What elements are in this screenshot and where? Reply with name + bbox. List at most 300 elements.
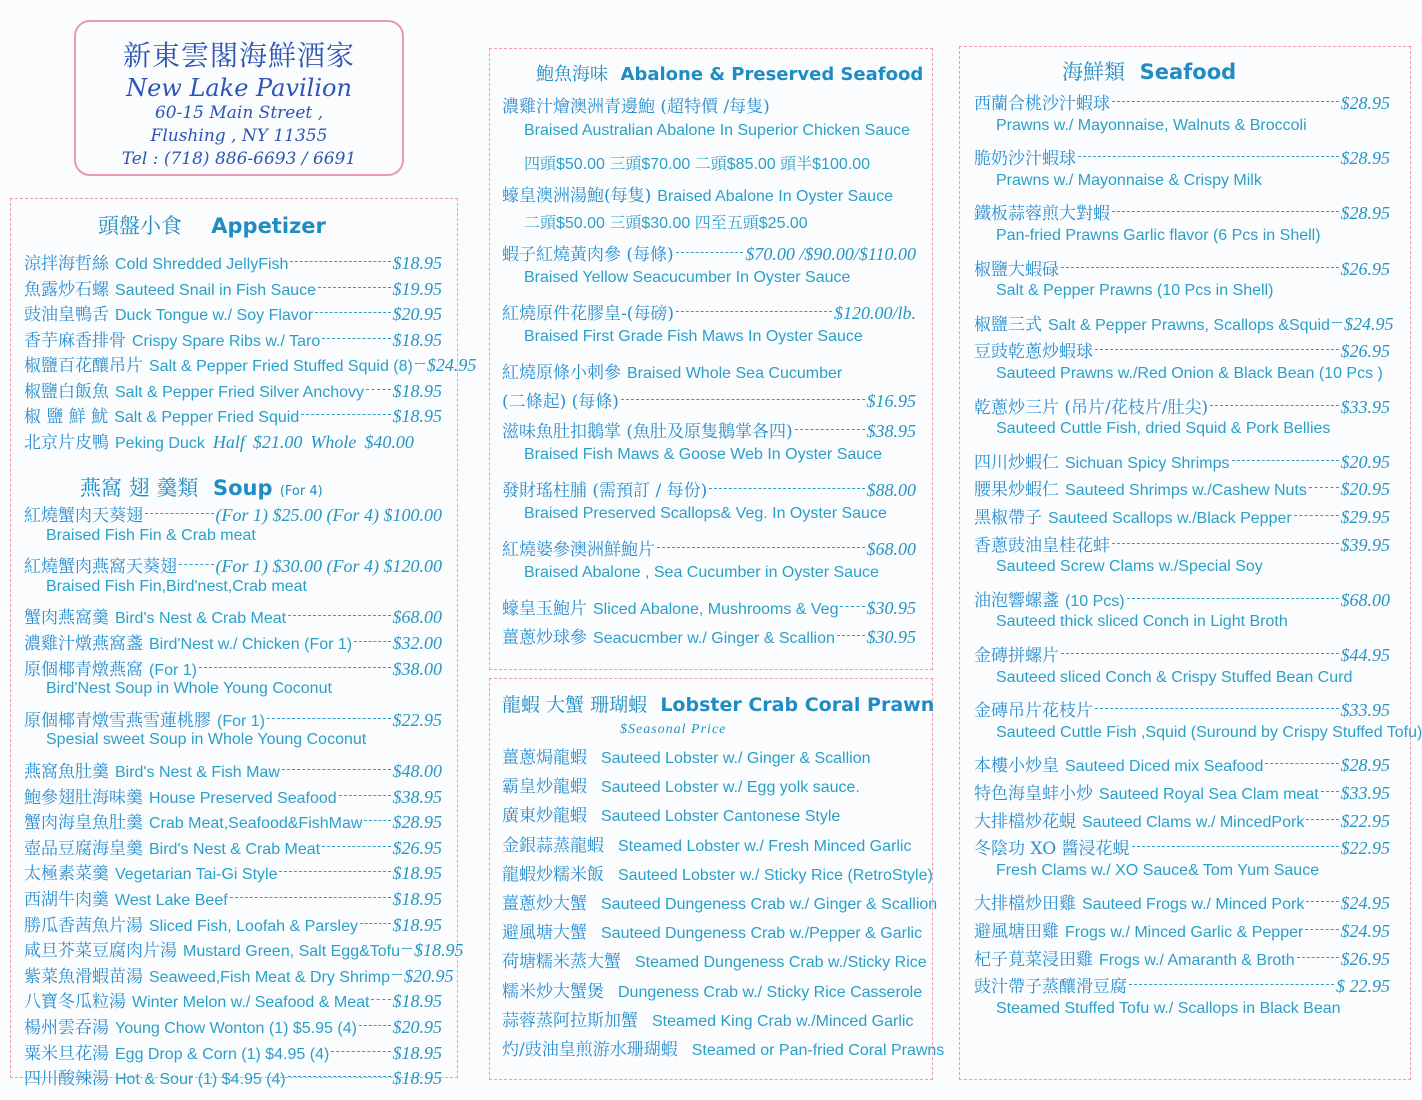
menu-item-price: $ 22.95 xyxy=(1336,976,1390,997)
city-address: Flushing , NY 11355 xyxy=(150,126,328,146)
menu-item-cn: 霸皇炒龍蝦 xyxy=(502,777,587,798)
menu-item-description: 二頭$50.00 三頭$30.00 四至五頭$25.00 xyxy=(524,215,808,232)
menu-item-en: Sauteed Diced mix Seafood xyxy=(1065,758,1264,776)
leader-dots xyxy=(1265,763,1338,764)
menu-item xyxy=(24,1013,442,1038)
abalone-title xyxy=(536,60,923,86)
menu-item-en: Bird's Nest & Crab Meat xyxy=(115,610,287,628)
menu-item xyxy=(24,1064,442,1089)
leader-dots xyxy=(1309,487,1339,488)
menu-item-cn: 原個椰青燉雪燕雪蓮桃膠 xyxy=(24,710,211,731)
menu-item-en: Sauteed Royal Sea Clam meat xyxy=(1099,786,1319,803)
menu-item xyxy=(502,240,916,265)
menu-item-cn: 冬陰功 XO 醬浸花蜆 xyxy=(974,839,1130,860)
appetizer-title-en: Appetizer xyxy=(211,214,326,238)
menu-item xyxy=(24,706,442,731)
menu-item-price: $26.95 xyxy=(392,837,442,858)
menu-item-cn: 原個椰青燉燕窩 xyxy=(24,659,143,680)
menu-item-cn: 特色海皇蚌小炒 xyxy=(974,784,1093,804)
leader-dots xyxy=(1305,929,1338,930)
menu-item-cn: 豉汁帶子蒸釀滑豆腐 xyxy=(974,977,1127,998)
menu-item-price: $18.95 xyxy=(392,1068,442,1089)
menu-item-price: $26.95 xyxy=(1340,258,1390,279)
menu-item xyxy=(974,972,1390,997)
menu-item xyxy=(502,623,916,648)
leader-dots xyxy=(402,948,412,949)
menu-item-cn: 蟹肉海皇魚肚羹 xyxy=(24,813,143,834)
appetizer-title xyxy=(98,210,326,240)
menu-item-price: $18.95 xyxy=(392,1042,442,1063)
menu-item xyxy=(24,326,442,351)
menu-item-price: $22.95 xyxy=(1340,810,1390,831)
menu-item-cn: 四川酸辣湯 xyxy=(24,1069,109,1090)
leader-dots xyxy=(657,547,865,548)
menu-item-cn: 金磚拼螺片 xyxy=(974,646,1059,666)
menu-item-description: Spesial sweet Soup in Whole Young Coconut xyxy=(46,731,367,749)
menu-item-en: Egg Drop & Corn (1) $4.95 (4) xyxy=(115,1045,330,1063)
menu-item-en: Sichuan Spicy Shrimps xyxy=(1065,454,1230,472)
menu-item xyxy=(502,831,916,856)
menu-item-cn: 粟米旦花湯 xyxy=(24,1043,109,1064)
menu-item-en: Hot & Sour (1) $4.95 (4) xyxy=(115,1071,286,1089)
menu-item-cn: 避風塘田雞 xyxy=(974,922,1059,942)
menu-item xyxy=(24,783,442,808)
menu-item-cn: 紫菜魚滑蝦苗湯 xyxy=(24,966,143,987)
menu-item xyxy=(502,358,916,383)
menu-item-en: Bird's Nest & Fish Maw xyxy=(115,764,280,781)
menu-item-cn: 大排檔炒花蜆 xyxy=(974,811,1076,832)
leader-dots xyxy=(366,389,390,390)
menu-item-en: Salt & Pepper Fried Silver Anchovy xyxy=(115,383,365,401)
menu-item xyxy=(974,696,1390,721)
menu-item-cn: 蒜蓉蒸阿拉斯加蟹 xyxy=(502,1010,638,1031)
menu-item xyxy=(24,936,464,962)
menu-item xyxy=(502,977,923,1002)
menu-item-en: Sliced Abalone, Mushrooms & Veg xyxy=(593,600,839,618)
menu-item-en: Sauteed Dungeness Crab w./Pepper & Garlic xyxy=(601,925,923,943)
menu-item-cn: 油泡響螺盞 xyxy=(974,590,1059,611)
menu-item xyxy=(24,629,442,654)
menu-item-price: $29.95 xyxy=(1340,507,1390,527)
menu-item xyxy=(502,594,916,619)
menu-item-cn: 本樓小炒皇 xyxy=(974,756,1059,777)
menu-item-cn: (二條起) (每條) xyxy=(502,392,619,412)
menu-item xyxy=(24,885,442,910)
leader-dots xyxy=(267,718,391,719)
menu-item-cn: 薑蔥炒球參 xyxy=(502,628,587,648)
menu-item-description: Bird'Nest Soup in Whole Young Coconut xyxy=(46,680,332,698)
leader-dots xyxy=(288,1076,391,1077)
menu-item-cn: 紅燒蟹肉燕窩天葵翅 xyxy=(24,557,177,578)
menu-item-cn: 豉油皇鴨舌 xyxy=(24,305,109,325)
appetizer-title-cn: 頭盤小食 xyxy=(98,214,182,238)
menu-item-price: $24.95 xyxy=(1343,313,1394,334)
menu-item-description: Braised Australian Abalone In Superior Chicken Sauce xyxy=(524,121,911,139)
menu-item-price: $88.00 xyxy=(866,479,916,500)
menu-item xyxy=(24,911,442,936)
menu-item-en: Frogs w./ Amaranth & Broth xyxy=(1099,951,1295,969)
menu-item-price: $28.95 xyxy=(392,812,442,833)
leader-dots xyxy=(1112,211,1339,212)
menu-item-en: Sauteed Lobster Cantonese Style xyxy=(601,808,841,826)
menu-item xyxy=(974,779,1390,804)
abalone-title-en: Abalone & Preserved Seafood xyxy=(620,64,924,85)
menu-item xyxy=(24,351,477,376)
menu-item-description: Salt & Pepper Prawns (10 Pcs in Shell) xyxy=(996,282,1274,300)
menu-item-cn: 乾蔥炒三片 (吊片/花枝片/肚尖) xyxy=(974,397,1209,418)
menu-item-en: (For 1) xyxy=(217,712,265,730)
menu-item-en: Salt & Pepper Fried Squid xyxy=(114,409,300,426)
menu-item-price: $20.95 xyxy=(392,304,442,324)
menu-item-description: Sauteed Screw Clams w./Special Soy xyxy=(996,558,1263,576)
menu-item-price: $38.95 xyxy=(392,786,442,807)
menu-item xyxy=(974,531,1390,556)
menu-item-cn: 廣東炒龍蝦 xyxy=(502,806,587,827)
leader-dots xyxy=(1112,101,1339,102)
menu-item xyxy=(24,808,442,833)
menu-item-en: Seacucmber w./ Ginger & Scallion xyxy=(593,630,835,647)
menu-item-en: Cold Shredded JellyFish xyxy=(115,256,289,273)
menu-item xyxy=(24,300,442,325)
menu-item-price: $28.95 xyxy=(1340,93,1390,113)
half-price: $21.00 xyxy=(252,432,303,452)
menu-item-price: $18.95 xyxy=(392,889,442,909)
menu-item-cn: 杞子莧菜浸田雞 xyxy=(974,949,1093,970)
leader-dots xyxy=(364,820,390,821)
menu-item-price: $26.95 xyxy=(1340,948,1390,969)
leader-dots xyxy=(1294,515,1339,516)
menu-item xyxy=(502,1006,916,1031)
menu-item-price: $33.95 xyxy=(1340,700,1390,721)
menu-item-en: Steamed King Crab w./Minced Garlic xyxy=(652,1012,914,1030)
soup-title-cn: 燕窩 翅 羹類 xyxy=(80,476,199,500)
menu-item-description: Braised First Grade Fish Maws In Oyster Sauce xyxy=(524,328,863,345)
menu-item xyxy=(24,655,442,680)
half-label: Half xyxy=(212,432,245,452)
menu-item xyxy=(502,801,916,826)
menu-item-cn: 椒 鹽 鮮 魷 xyxy=(24,407,109,427)
menu-item-price: $20.95 xyxy=(1340,451,1390,472)
menu-item-description: Sauteed sliced Conch & Crispy Stuffed Bean Curd xyxy=(996,668,1353,686)
menu-item xyxy=(24,249,442,274)
menu-item xyxy=(502,476,916,501)
menu-item-description: Braised Fish Fin & Crab meat xyxy=(46,526,256,544)
menu-item xyxy=(974,310,1394,335)
menu-item-en: Sauteed Snail in Fish Sauce xyxy=(115,281,317,299)
menu-item-cn: 椒鹽三式 xyxy=(974,314,1042,335)
menu-item-en: Crispy Spare Ribs w./ Taro xyxy=(132,332,321,350)
menu-item-cn: 滋味魚肚扣鵝掌 (魚肚及原隻鵝掌各四) xyxy=(502,421,793,442)
menu-item-cn: 發財瑤柱脯 (需預訂 / 每份) xyxy=(502,480,708,501)
seafood-title xyxy=(1062,56,1236,86)
menu-item-en: Braised Whole Sea Cucumber xyxy=(627,364,843,382)
menu-item xyxy=(974,89,1390,114)
menu-item-cn: 避風塘大蟹 xyxy=(502,923,587,944)
menu-item-cn: 椒鹽白飯魚 xyxy=(24,381,109,402)
menu-item xyxy=(974,503,1390,528)
menu-item-en: Seaweed,Fish Meat & Dry Shrimp xyxy=(149,968,390,986)
menu-item-en: Sauteed Lobster w./ Sticky Rice (RetroStyle) xyxy=(618,866,933,884)
menu-item-en: Sauteed Lobster w./ Egg yolk sauce. xyxy=(601,779,860,797)
lobster-title-en: Lobster Crab Coral Prawn xyxy=(660,694,935,716)
menu-item-cn: 椒鹽大蝦碌 xyxy=(974,259,1059,280)
menu-item xyxy=(24,402,442,427)
menu-item-description: Braised Abalone , Sea Cucumber in Oyster Sauce xyxy=(524,564,879,581)
menu-item-price: $30.95 xyxy=(866,627,916,647)
leader-dots xyxy=(1232,460,1339,461)
menu-item xyxy=(974,586,1390,611)
menu-item-price: $24.95 xyxy=(426,355,477,375)
menu-item-en: House Preserved Seafood xyxy=(149,789,337,807)
menu-item xyxy=(24,1039,442,1064)
menu-item-price: (For 1) $25.00 (For 4) $100.00 xyxy=(215,505,442,525)
menu-item-price: $24.95 xyxy=(1340,893,1390,914)
menu-item-price: $18.95 xyxy=(392,380,442,401)
menu-item-price: $70.00 /$90.00/$110.00 xyxy=(745,243,916,264)
leader-dots xyxy=(676,311,832,312)
menu-item-cn: 燕窩魚肚羹 xyxy=(24,762,109,782)
menu-item-price: $18.95 xyxy=(414,940,464,961)
menu-item-en: Steamed Dungeness Crab w./Sticky Rice xyxy=(635,954,927,972)
menu-item-en: West Lake Beef xyxy=(115,892,228,909)
menu-item-price: $39.95 xyxy=(1340,534,1390,555)
menu-item-en: Frogs w./ Minced Garlic & Pepper xyxy=(1065,924,1304,941)
menu-item-en: (10 Pcs) xyxy=(1065,592,1125,610)
menu-item xyxy=(502,860,933,885)
menu-item-price: (For 1) $30.00 (For 4) $120.00 xyxy=(215,556,442,577)
menu-item-en: Vegetarian Tai-Gi Style xyxy=(115,866,278,884)
menu-item xyxy=(974,807,1390,832)
seafood-title-en: Seafood xyxy=(1139,60,1237,84)
menu-item-cn: 蟹肉燕窩羹 xyxy=(24,608,109,629)
menu-item xyxy=(24,275,442,300)
menu-item-en: Salt & Pepper Fried Stuffed Squid (8) xyxy=(149,358,413,375)
menu-item-en: Salt & Pepper Prawns, Scallops &Squid xyxy=(1048,316,1330,334)
menu-item-price: $48.00 xyxy=(392,761,442,781)
street-address: 60-15 Main Street , xyxy=(154,103,324,123)
leader-dots xyxy=(1112,543,1339,544)
leader-dots xyxy=(331,1051,390,1052)
menu-item-description: Sauteed thick sliced Conch in Light Broth xyxy=(996,613,1288,631)
menu-item-cn: 龍蝦炒糯米飯 xyxy=(502,864,604,885)
abalone-title-cn: 鮑魚海味 xyxy=(536,64,608,85)
leader-dots xyxy=(1129,984,1334,985)
menu-item-price: $32.00 xyxy=(392,633,442,653)
menu-item-en: Winter Melon w./ Seafood & Meat xyxy=(132,994,370,1012)
leader-dots xyxy=(279,871,390,872)
leader-dots xyxy=(318,287,390,288)
menu-item-en: Bird's Nest & Crab Meat xyxy=(149,840,321,858)
whole-label: Whole xyxy=(310,432,357,452)
menu-item-cn: 蠔皇澳洲湯鮑(每隻) xyxy=(502,185,652,206)
menu-item xyxy=(974,945,1390,970)
menu-item-cn: 紅燒婆參澳洲鮮鮑片 xyxy=(502,539,655,560)
restaurant-name-en: New Lake Pavilion xyxy=(126,74,352,102)
menu-item-price: $18.95 xyxy=(392,914,442,935)
menu-item-cn: 鐵板蒜蓉煎大對蝦 xyxy=(974,204,1110,225)
menu-item-price: $68.00 xyxy=(392,607,442,628)
seafood-title-cn: 海鮮類 xyxy=(1062,60,1125,84)
menu-item-en: Crab Meat,Seafood&FishMaw xyxy=(149,815,363,833)
menu-item-description: Prawns w./ Mayonnaise, Walnuts & Broccoli xyxy=(996,116,1307,134)
leader-dots xyxy=(1127,598,1339,599)
menu-item-price: $33.95 xyxy=(1340,783,1390,803)
menu-item-cn: 黑椒帶子 xyxy=(974,508,1042,528)
menu-item-cn: 鮑參翅肚海味羹 xyxy=(24,787,143,808)
menu-item xyxy=(502,772,916,797)
menu-item-cn: 金銀蒜蒸龍蝦 xyxy=(502,835,604,856)
menu-item-price: $18.95 xyxy=(392,329,442,350)
leader-dots xyxy=(230,897,391,898)
restaurant-header xyxy=(74,20,404,176)
menu-item-en: Sauteed Clams w./ MincedPork xyxy=(1082,813,1305,831)
menu-item-cn: 魚露炒石螺 xyxy=(24,279,109,300)
menu-item-en: (For 1) xyxy=(149,661,197,679)
menu-item xyxy=(24,859,442,884)
soup-title-note: (For 4) xyxy=(279,484,323,499)
menu-item-cn: 大排檔炒田雞 xyxy=(974,894,1076,915)
menu-item-en: Sauteed Scallops w./Black Pepper xyxy=(1048,510,1292,527)
seasonal-price-note: $Seasonal Price xyxy=(620,722,727,737)
menu-item xyxy=(502,92,916,117)
menu-item-price: $38.00 xyxy=(392,658,442,679)
menu-item-en: Bird'Nest w./ Chicken (For 1) xyxy=(149,636,353,653)
leader-dots xyxy=(709,488,864,489)
menu-item xyxy=(974,641,1390,666)
menu-item-price: $18.95 xyxy=(392,253,442,273)
menu-item xyxy=(974,199,1390,224)
leader-dots xyxy=(795,429,865,430)
menu-item-en: Steamed Lobster w./ Fresh Minced Garlic xyxy=(618,837,912,855)
leader-dots xyxy=(1132,846,1339,847)
menu-item xyxy=(974,889,1390,914)
menu-item xyxy=(502,387,916,412)
leader-dots xyxy=(354,641,390,642)
menu-item-cn: 紅燒原條小刺參 xyxy=(502,362,621,383)
menu-item-cn: 椒鹽百花釀吊片 xyxy=(24,356,143,376)
menu-item-cn: 濃雞汁燉燕窩盞 xyxy=(24,634,143,654)
menu-item-description: Sauteed Cuttle Fish ,Squid (Suround by Crispy Stuffed Tofu) xyxy=(996,723,1422,741)
menu-item-cn: 荷塘糯米蒸大蟹 xyxy=(502,952,621,973)
menu-item-cn: 西蘭合桃沙汁蝦球 xyxy=(974,94,1110,114)
menu-item-price: $22.95 xyxy=(1340,838,1390,859)
soup-title xyxy=(80,472,323,502)
menu-item xyxy=(502,918,923,944)
menu-item xyxy=(24,757,442,782)
menu-item-cn: 太極素菜羹 xyxy=(24,864,109,885)
menu-item-price: $28.95 xyxy=(1340,148,1390,169)
menu-item-en: Mustard Green, Salt Egg&Tofu xyxy=(183,943,400,961)
menu-item-cn: 壺品豆腐海皇羹 xyxy=(24,838,143,859)
menu-item-price: $20.95 xyxy=(403,965,454,986)
leader-dots xyxy=(315,312,390,313)
menu-item xyxy=(974,751,1390,776)
menu-item-en: Sauteed Shrimps w./Cashew Nuts xyxy=(1065,482,1307,500)
menu-item-price: $19.95 xyxy=(392,278,442,299)
menu-item-cn: 楊州雲吞湯 xyxy=(24,1018,109,1038)
menu-item-en: Young Chow Wonton (1) $5.95 (4) xyxy=(115,1020,357,1037)
menu-item-cn: 濃雞汁燴澳洲青邊鮑 (超特價 /每隻) xyxy=(502,97,770,117)
lobster-title-cn: 龍蝦 大蟹 珊瑚蝦 xyxy=(502,694,648,716)
leader-dots xyxy=(322,846,390,847)
menu-item-price: $16.95 xyxy=(866,391,916,411)
menu-item-price: $38.95 xyxy=(866,420,916,441)
menu-item xyxy=(502,889,938,914)
leader-dots xyxy=(1095,349,1339,350)
leader-dots xyxy=(415,363,425,364)
menu-item-description: Braised Fish Maws & Goose Web In Oyster Sauce xyxy=(524,446,883,463)
menu-item-en: Steamed or Pan-fried Coral Prawns xyxy=(691,1042,945,1059)
menu-item xyxy=(974,393,1390,418)
leader-dots xyxy=(840,606,864,607)
menu-item-description: Steamed Stuffed Tofu w./ Scallops in Black Bean xyxy=(996,999,1341,1017)
menu-item-price: $20.95 xyxy=(392,1017,442,1037)
menu-item-cn: 糯米炒大蟹煲 xyxy=(502,981,604,1002)
menu-item-price: $68.00 xyxy=(866,538,916,559)
menu-item-cn: 四川炒蝦仁 xyxy=(974,452,1059,473)
menu-item xyxy=(974,475,1390,500)
menu-item-cn: 勝瓜香茜魚片湯 xyxy=(24,915,143,936)
menu-item-price: $20.95 xyxy=(1340,479,1390,500)
leader-dots xyxy=(282,769,391,770)
menu-item xyxy=(24,962,454,987)
menu-item-price: $18.95 xyxy=(392,991,442,1012)
menu-item xyxy=(974,144,1390,169)
menu-item-price: $28.95 xyxy=(1340,755,1390,776)
menu-item-cn: 灼/豉油皇煎游水珊瑚蝦 xyxy=(502,1040,678,1060)
menu-item-cn: 脆奶沙汁蝦球 xyxy=(974,149,1076,170)
menu-item-cn: 西湖牛肉羹 xyxy=(24,890,109,910)
leader-dots xyxy=(1061,267,1339,268)
menu-item-description: Fresh Clams w./ XO Sauce& Tom Yum Sauce xyxy=(996,861,1320,879)
menu-item-price: $26.95 xyxy=(1340,341,1390,362)
menu-item-cn: 豆豉乾蔥炒蝦球 xyxy=(974,342,1093,363)
menu-item-cn: 香芋麻香排骨 xyxy=(24,330,126,351)
menu-item xyxy=(502,535,916,560)
menu-item-en: Peking Duck xyxy=(115,435,205,452)
menu-item xyxy=(24,834,442,859)
menu-item-cn: 涼拌海哲絲 xyxy=(24,254,109,274)
whole-price: $40.00 xyxy=(364,432,414,452)
menu-item-en: Sauteed Dungeness Crab w./ Ginger & Scallion xyxy=(601,896,938,913)
menu-item xyxy=(24,603,442,628)
menu-item-description: Braised Preserved Scallops& Veg. In Oyster Sauce xyxy=(524,505,887,522)
peking-duck-line xyxy=(24,428,442,453)
menu-item xyxy=(24,501,442,526)
menu-item xyxy=(24,377,442,402)
menu-item-cn: 蠔皇玉鮑片 xyxy=(502,598,587,619)
menu-item-cn: 金磚吊片花枝片 xyxy=(974,701,1093,722)
menu-item-description: Braised Yellow Seacucumber In Oyster Sauce xyxy=(524,269,851,286)
menu-item-description: 四頭$50.00 三頭$70.00 二頭$85.00 頭半$100.00 xyxy=(524,156,870,173)
leader-dots xyxy=(1297,957,1339,958)
menu-item xyxy=(974,834,1390,859)
lobster-title xyxy=(502,690,934,717)
menu-item xyxy=(502,947,927,973)
leader-dots xyxy=(1210,405,1338,406)
leader-dots xyxy=(392,974,402,975)
menu-item xyxy=(502,181,916,206)
menu-item-cn: 腰果炒蝦仁 xyxy=(974,480,1059,501)
leader-dots xyxy=(837,635,865,636)
leader-dots xyxy=(1306,901,1338,902)
menu-item xyxy=(502,1035,945,1060)
leader-dots xyxy=(621,399,865,400)
menu-item-en: Braised Abalone In Oyster Sauce xyxy=(657,187,893,205)
menu-item xyxy=(974,337,1390,362)
menu-item-cn: 蝦子紅燒黃肉參 (每條) xyxy=(502,244,674,265)
leader-dots xyxy=(1332,322,1342,323)
